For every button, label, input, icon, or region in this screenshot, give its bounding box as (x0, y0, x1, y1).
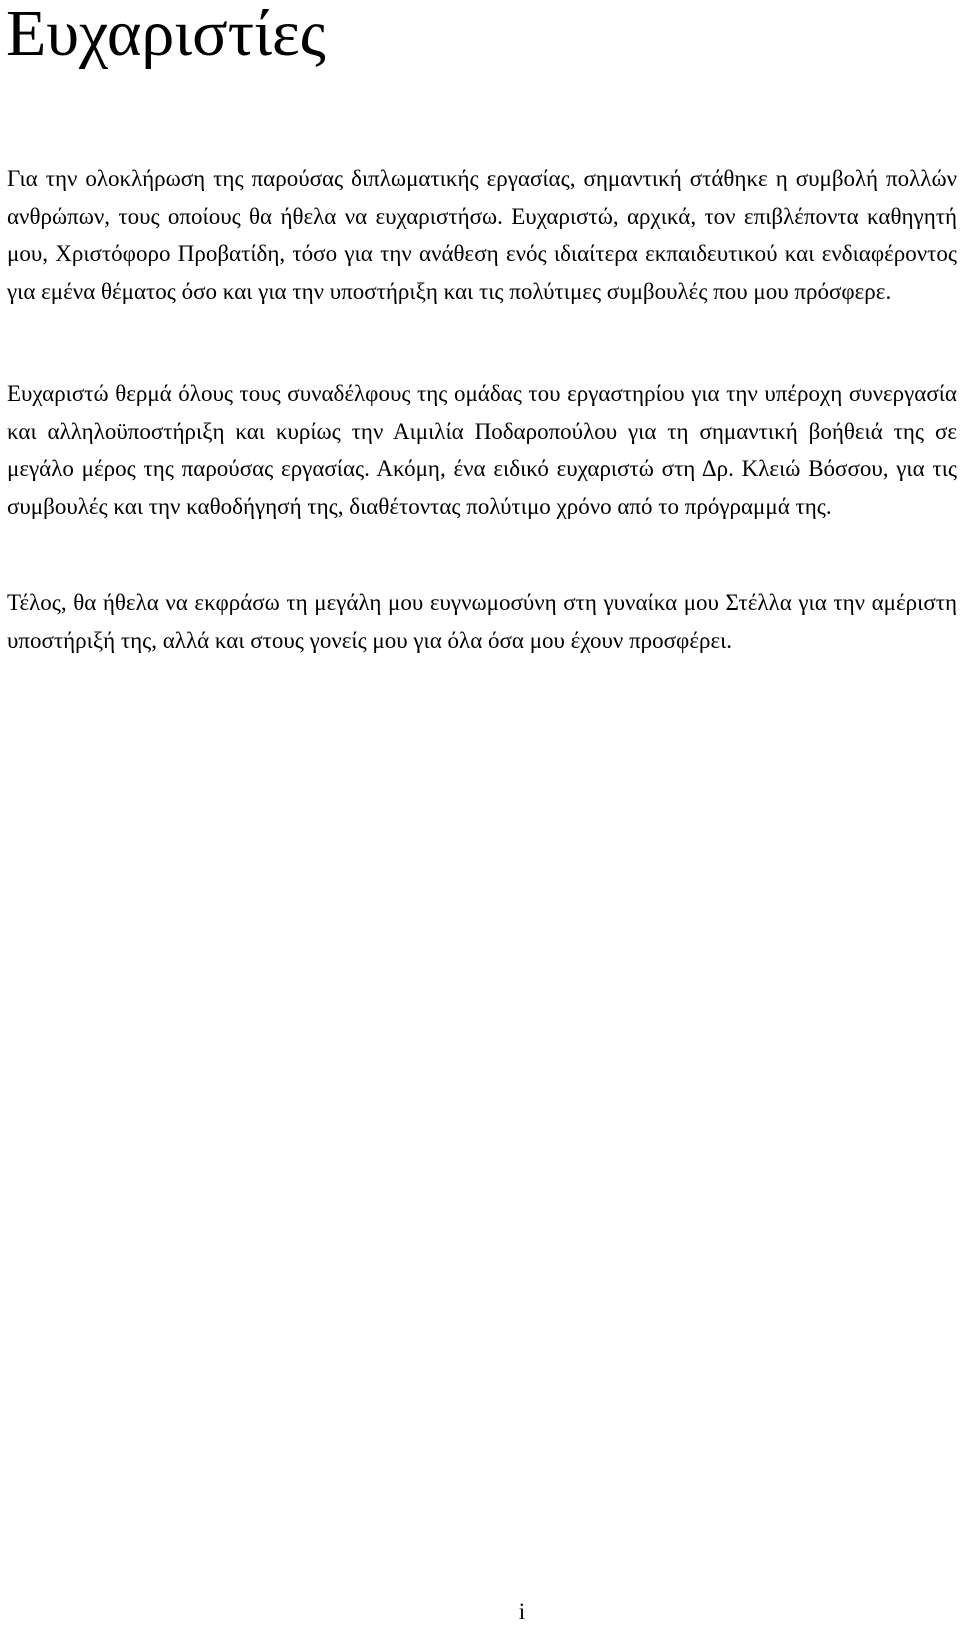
page-title: Ευχαριστίες (6, 0, 326, 70)
page-number: i (518, 1599, 526, 1624)
paragraph-3: Τέλος, θα ήθελα να εκφράσω τη μεγάλη μου ευγνωμοσύνη στη γυναίκα μου Στέλλα για την αμέριστη υποστήριξή της, αλλά και στους γονείς μου για όλα όσα μου έχουν προσφέρει. (7, 590, 957, 653)
paragraph-1: Για την ολοκλήρωση της παρούσας διπλωματικής εργασίας, σημαντική στάθηκε η συμβολή πολλών ανθρώπων, τους οποίους θα ήθελα να ευχαριστήσω. Ευχαριστώ, αρχικά, τον επιβλέποντα καθηγητή μου, Χριστόφορο Προβατίδη, τόσο για την ανάθεση ενός ιδιαίτερα εκπαιδευτικού και ενδιαφέροντος για εμένα θέματος όσο και για την υποστήριξη και τις πολύτιμες συμβουλές που μου πρόσφερε. (7, 166, 957, 304)
paragraph-2: Ευχαριστώ θερμά όλους τους συναδέλφους της ομάδας του εργαστηρίου για την υπέροχη συνεργασία και αλληλοϋποστήριξη και κυρίως την Αιμιλία Ποδαροπούλου για τη σημαντική βοήθειά της σε μεγάλο μέρος της παρούσας εργασίας. Ακόμη, ένα ειδικό ευχαριστώ στη Δρ. Κλειώ Βόσσου, για τις συμβουλές και την καθοδήγησή της, διαθέτοντας πολύτιμο χρόνο από το πρόγραμμά της. (7, 381, 957, 519)
